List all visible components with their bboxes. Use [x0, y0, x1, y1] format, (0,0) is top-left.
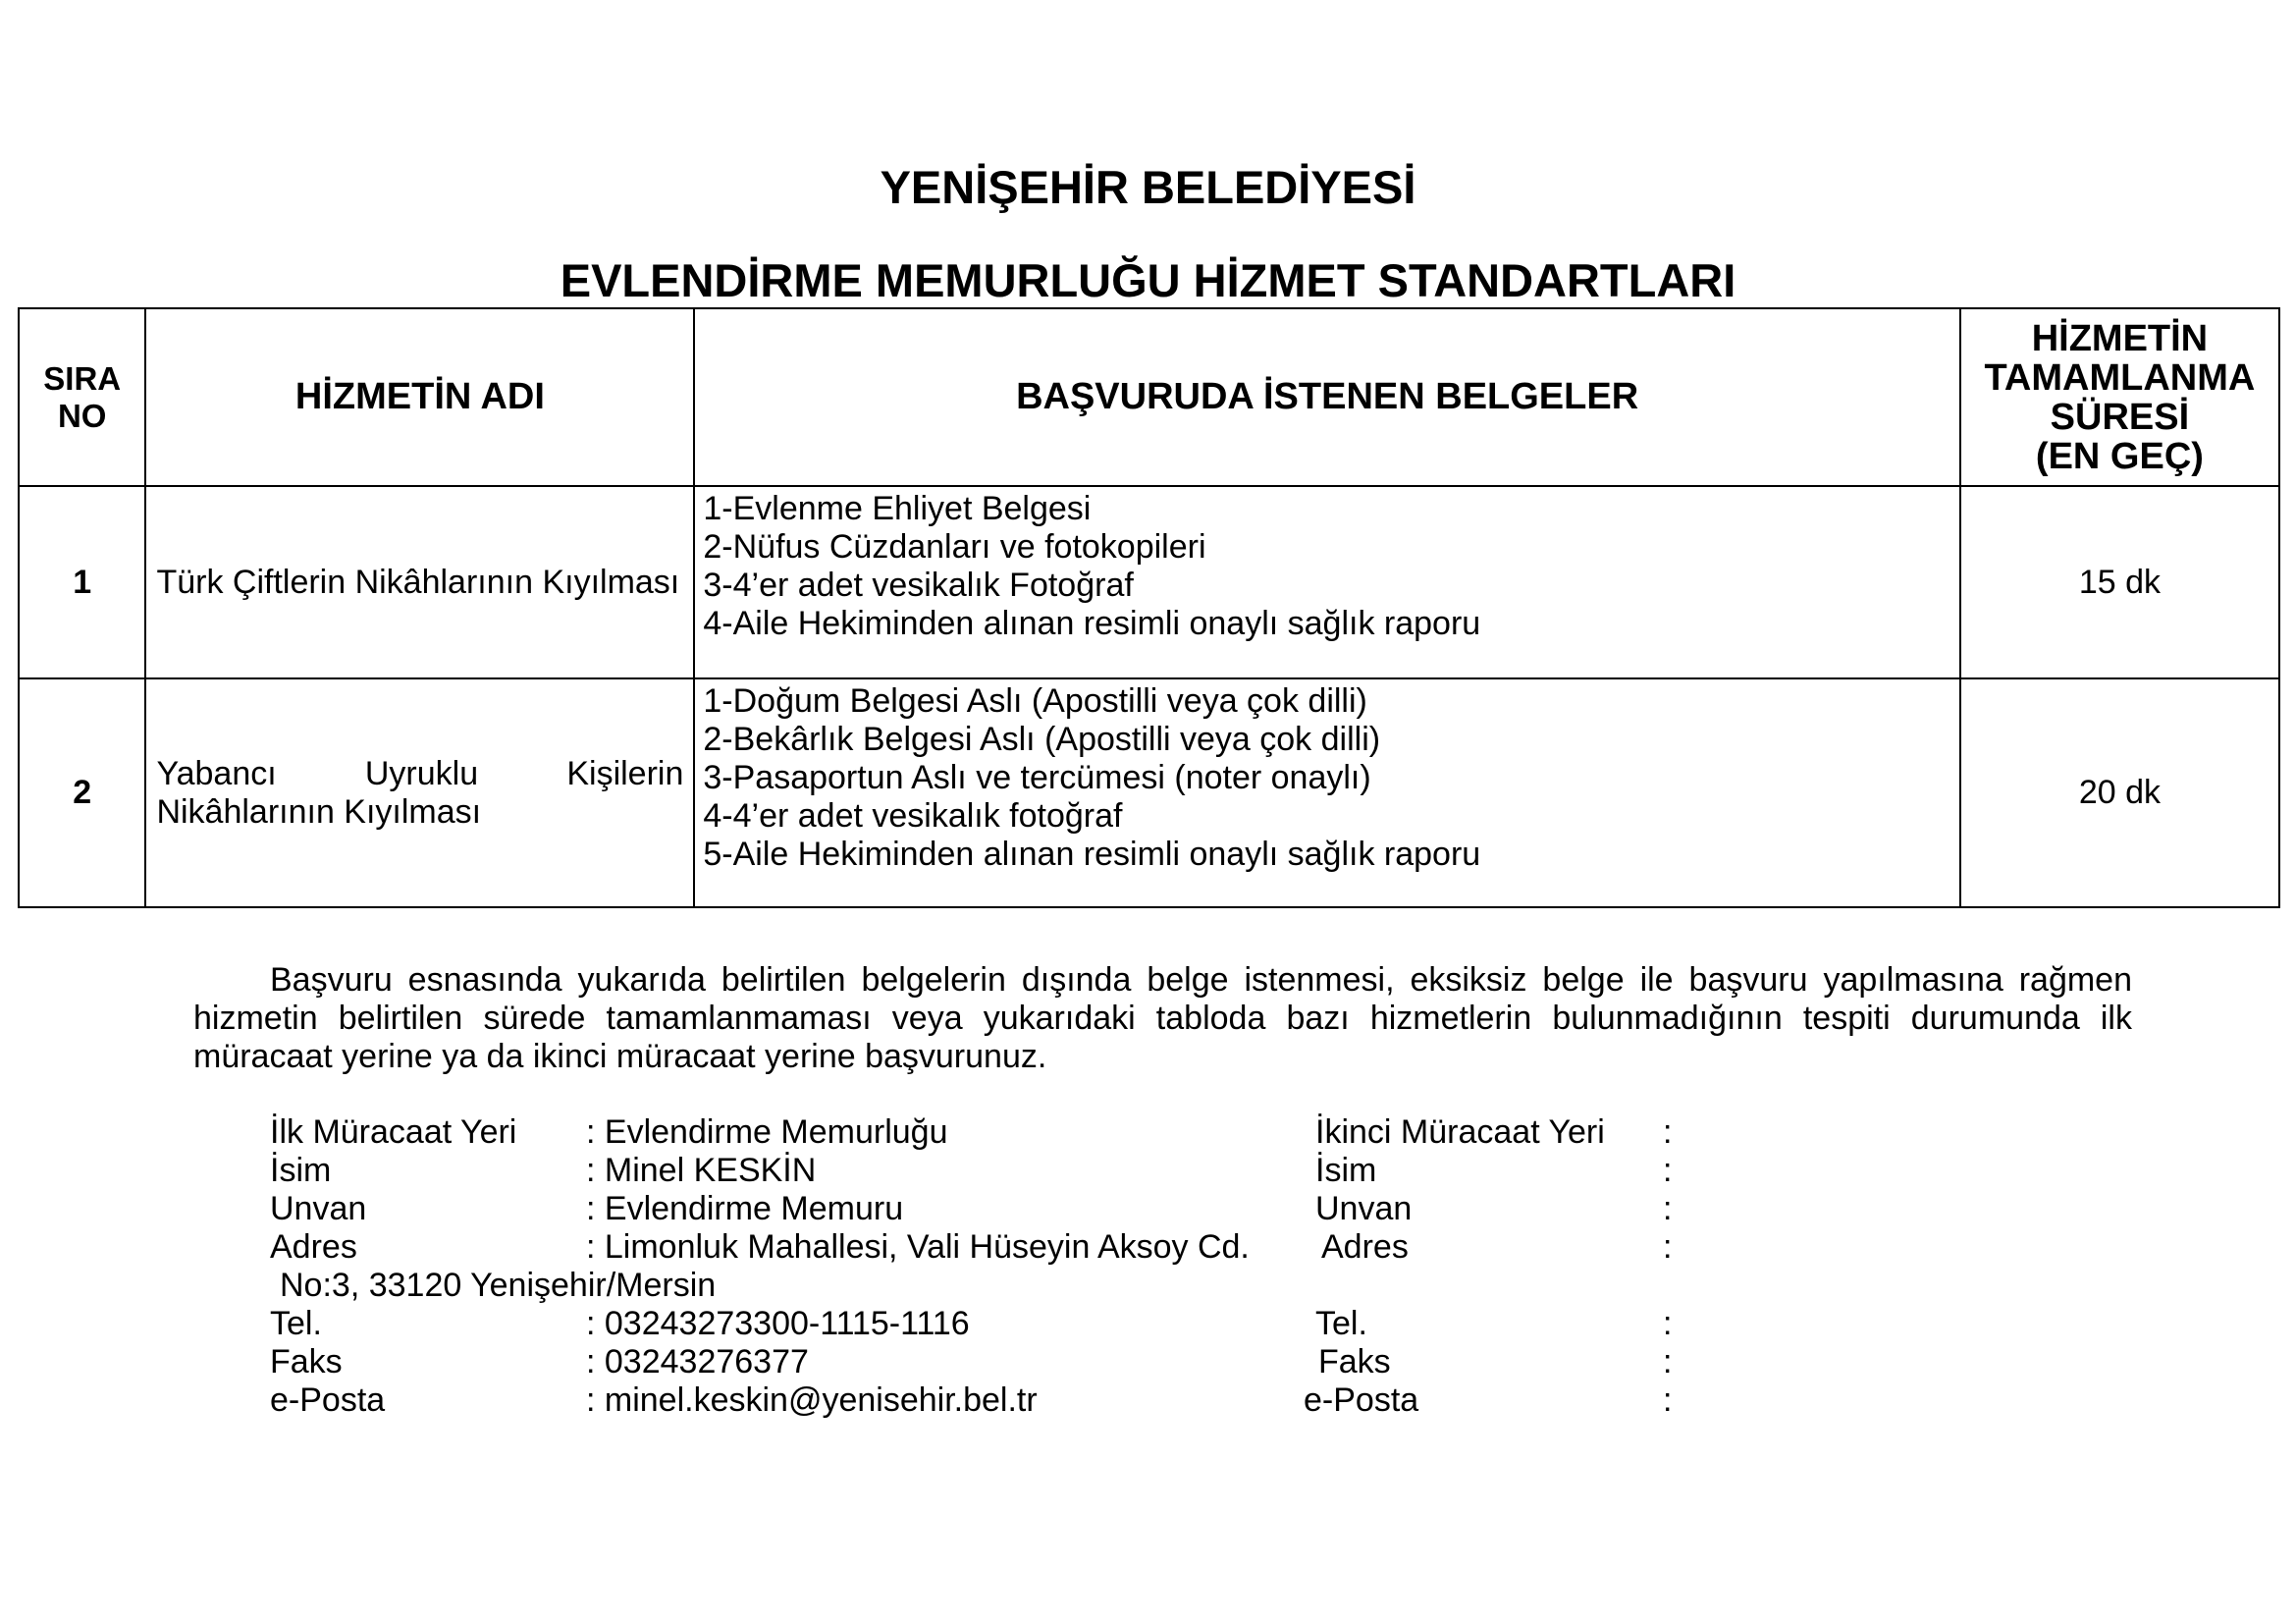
table-row [19, 678, 2279, 907]
first-contact-name-label: İsim [270, 1152, 332, 1189]
first-contact-address-cont: No:3, 33120 Yenişehir/Mersin [280, 1267, 717, 1304]
first-contact-email-label: e-Posta [270, 1381, 386, 1419]
header-sira-no [19, 308, 145, 486]
first-contact-tel-value: : 03243273300-1115-1116 [586, 1305, 970, 1342]
completion-time: 20 dk [1960, 678, 2279, 907]
header-hizmet-adi: HİZMETİN ADI [145, 308, 694, 486]
service-name: Türk Çiftlerin Nikâhlarının Kıyılması [145, 486, 694, 678]
required-documents [694, 486, 1959, 678]
second-contact-email-colon: : [1663, 1381, 1673, 1419]
document-item: 2-Nüfus Cüzdanları ve fotokopileri [703, 528, 1206, 566]
document-item: 3-Pasaportun Aslı ve tercümesi (noter onaylı) [703, 759, 1371, 796]
second-contact-tel-colon: : [1663, 1305, 1673, 1342]
document-item: 1-Doğum Belgesi Aslı (Apostilli veya çok dilli) [703, 682, 1367, 720]
first-contact-email-value: : minel.keskin@yenisehir.bel.tr [586, 1381, 1038, 1419]
page-title: YENİŞEHİR BELEDİYESİ [880, 161, 1416, 213]
first-contact-tel-label: Tel. [270, 1305, 322, 1342]
header-sira-line2: NO [57, 397, 107, 434]
first-contact-fax-value: : 03243276377 [586, 1343, 809, 1380]
service-standards-table [18, 307, 2280, 908]
document-item: 5-Aile Hekiminden alınan resimli onaylı sağlık raporu [703, 836, 1481, 873]
document-item: 1-Evlenme Ehliyet Belgesi [703, 490, 1092, 527]
first-contact-name-value: : Minel KESKİN [586, 1152, 817, 1189]
row-number: 1 [19, 486, 145, 678]
header-sira-line1: SIRA [43, 359, 122, 397]
required-documents [694, 678, 1959, 907]
completion-time: 15 dk [1960, 486, 2279, 678]
second-contact-name-colon: : [1663, 1152, 1673, 1189]
second-contact-name-label: İsim [1315, 1152, 1377, 1189]
document-item: 4-4’er adet vesikalık fotoğraf [703, 797, 1123, 835]
page-subtitle: EVLENDİRME MEMURLUĞU HİZMET STANDARTLARI [560, 254, 1736, 306]
second-contact-address-colon: : [1663, 1228, 1673, 1266]
header-sure-line3: SÜRESİ [2050, 396, 2190, 438]
second-contact-title-label: Unvan [1315, 1190, 1413, 1227]
header-sure-line4: (EN GEÇ) [2035, 435, 2204, 477]
header-sure-line2: TAMAMLANMA [1984, 356, 2256, 399]
document-item: 3-4’er adet vesikalık Fotoğraf [703, 567, 1134, 604]
second-contact-fax-label: Faks [1318, 1343, 1391, 1380]
table-row [19, 486, 2279, 678]
header-tamamlanma-suresi [1960, 308, 2279, 486]
notice-paragraph: Başvuru esnasında yukarıda belirtilen belgelerin dışında belge istenmesi, eksiksiz belge ile başvuru yapılmasına rağmen hizmetin belirtilen sürede tamamlanmaması veya yukarıdaki tabloda bazı hizmetlerin bulunmadığının tespiti durumunda ilk müracaat yerine ya da ikinci müracaat yerine başvurunuz. [193, 961, 2132, 1075]
second-contact-fax-colon: : [1663, 1343, 1673, 1380]
first-contact-fax-label: Faks [270, 1343, 343, 1380]
first-contact-address-value: : Limonluk Mahallesi, Vali Hüseyin Aksoy Cd. [586, 1228, 1250, 1266]
table-header-row [19, 308, 2279, 486]
first-contact-place-label: İlk Müracaat Yeri [270, 1113, 517, 1151]
second-contact-place-label: İkinci Müracaat Yeri [1315, 1113, 1605, 1151]
second-contact-title-colon: : [1663, 1190, 1673, 1227]
second-contact-tel-label: Tel. [1315, 1305, 1367, 1342]
first-contact-place-value: : Evlendirme Memurluğu [586, 1113, 948, 1151]
row-number: 2 [19, 678, 145, 907]
header-sure-line1: HİZMETİN [2031, 317, 2209, 359]
header-belgeler: BAŞVURUDA İSTENEN BELGELER [694, 308, 1959, 486]
document-item: 2-Bekârlık Belgesi Aslı (Apostilli veya çok dilli) [703, 721, 1381, 758]
first-contact-title-label: Unvan [270, 1190, 367, 1227]
document-item: 4-Aile Hekiminden alınan resimli onaylı sağlık raporu [703, 605, 1481, 642]
first-contact-address-label: Adres [270, 1228, 357, 1266]
second-contact-email-label: e-Posta [1304, 1381, 1419, 1419]
second-contact-place-colon: : [1663, 1113, 1673, 1151]
second-contact-address-label: Adres [1321, 1228, 1409, 1266]
first-contact-title-value: : Evlendirme Memuru [586, 1190, 904, 1227]
service-name: Yabancı Uyruklu Kişilerin Nikâhlarının Kıyılması [145, 678, 694, 907]
